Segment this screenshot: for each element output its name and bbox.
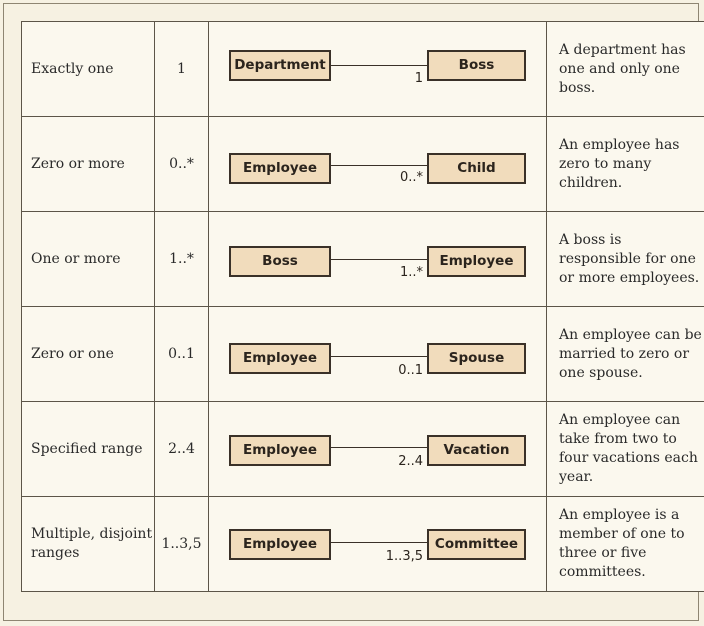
description: An employee is a member of one to three or five committees. — [547, 497, 704, 592]
multiplicity-label: 1..* — [399, 265, 423, 280]
association-line — [331, 542, 427, 543]
multiplicity-value: 2..4 — [155, 402, 209, 497]
multiplicity-label: 2..4 — [398, 454, 423, 469]
multiplicity-name: Multiple, disjoint ranges — [22, 497, 155, 592]
table-row — [22, 307, 704, 402]
association-diagram — [209, 307, 547, 402]
left-class-box: Employee — [229, 529, 331, 560]
multiplicity-name: Zero or one — [22, 307, 155, 402]
left-class-box: Employee — [229, 435, 331, 466]
multiplicity-name: Specified range — [22, 402, 155, 497]
association-line — [331, 259, 427, 260]
left-class-box: Boss — [229, 246, 331, 277]
right-class-box: Spouse — [427, 343, 526, 374]
multiplicity-table — [21, 21, 704, 592]
right-class-box: Child — [427, 153, 526, 184]
multiplicity-label: 1..3,5 — [385, 549, 423, 564]
association-diagram — [209, 212, 547, 307]
association-diagram — [209, 497, 547, 592]
table-row — [22, 117, 704, 212]
table-row — [22, 402, 704, 497]
description: A boss is responsible for one or more employees. — [547, 212, 704, 307]
right-class-box: Boss — [427, 50, 526, 81]
right-class-box: Committee — [427, 529, 526, 560]
left-class-box: Employee — [229, 343, 331, 374]
association-line — [331, 356, 427, 357]
table-row — [22, 497, 704, 592]
description: An employee can take from two to four vacations each year. — [547, 402, 704, 497]
left-class-box: Employee — [229, 153, 331, 184]
description: An employee has zero to many children. — [547, 117, 704, 212]
multiplicity-label: 0..1 — [398, 363, 423, 378]
multiplicity-label: 1 — [414, 71, 423, 86]
right-class-box: Employee — [427, 246, 526, 277]
association-diagram — [209, 22, 547, 117]
multiplicity-value: 0..1 — [155, 307, 209, 402]
table-row — [22, 212, 704, 307]
multiplicity-value: 1..* — [155, 212, 209, 307]
association-diagram — [209, 402, 547, 497]
association-line — [331, 65, 427, 66]
table-row — [22, 22, 704, 117]
multiplicity-name: Zero or more — [22, 117, 155, 212]
multiplicity-label: 0..* — [399, 170, 423, 185]
description: An employee can be married to zero or one spouse. — [547, 307, 704, 402]
multiplicity-name: One or more — [22, 212, 155, 307]
association-diagram — [209, 117, 547, 212]
association-line — [331, 447, 427, 448]
multiplicity-value: 1 — [155, 22, 209, 117]
right-class-box: Vacation — [427, 435, 526, 466]
association-line — [331, 165, 427, 166]
left-class-box: Department — [229, 50, 331, 81]
multiplicity-name: Exactly one — [22, 22, 155, 117]
multiplicity-value: 0..* — [155, 117, 209, 212]
multiplicity-value: 1..3,5 — [155, 497, 209, 592]
description: A department has one and only one boss. — [547, 22, 704, 117]
